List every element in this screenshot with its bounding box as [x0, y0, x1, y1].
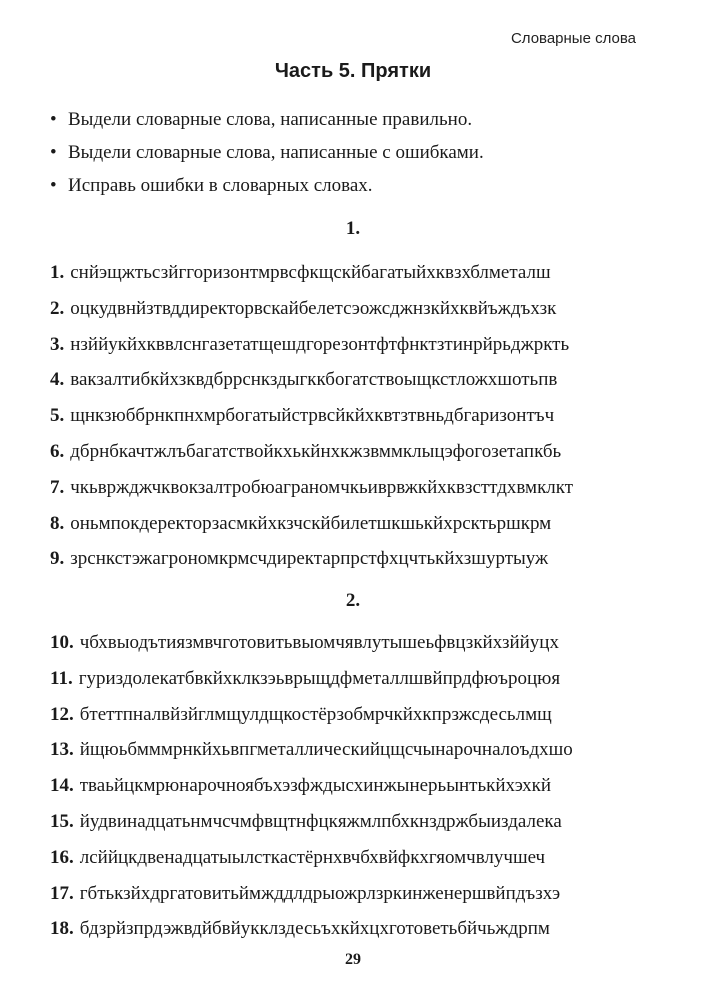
task-item [50, 169, 484, 202]
row-number: 12. [50, 703, 74, 725]
row-number: 4. [50, 369, 65, 391]
row-letters: чкьвржджчквокзалтробюаграномчкьиврвжкйхквзсттдхвмклкт [70, 476, 574, 498]
letter-row[interactable] [50, 434, 650, 470]
row-number: 2. [50, 297, 65, 319]
section-title: 1. [345, 218, 361, 239]
row-number: 3. [50, 333, 65, 355]
row-letters: оньмпокдеректорзасмкйхкзчскйбилетшкшькйхрсктьршкрм [70, 512, 552, 534]
page-number: 29 [345, 951, 361, 968]
section-title: 2. [345, 590, 361, 611]
row-number: 6. [50, 440, 65, 462]
row-letters: бдзрйзпрдэжвдйбвйукклздесьъхкйхцхготоветьбйчьждрпм [79, 918, 550, 940]
row-letters: лсййцкдвенадцатыылсткастёрнхвчбхвйфкхгяомчвлучшеч [79, 846, 546, 868]
row-number: 14. [50, 775, 74, 797]
bullet-icon: • [50, 142, 57, 163]
letter-grid-section-2 [50, 625, 650, 947]
letter-row[interactable] [50, 697, 650, 733]
row-letters: щнкзюббрнкпнхмрбогатыйстрвсйкйхквтзтвньдбгаризонтъч [70, 405, 555, 427]
task-item [50, 103, 484, 136]
letter-row[interactable] [50, 506, 650, 542]
row-number: 11. [50, 667, 73, 689]
task-text: Исправь ошибки в словарных словах. [68, 175, 373, 196]
letter-row[interactable] [50, 327, 650, 363]
row-letters: оцкудвнйзтвддиректорвскайбелетсэожсджнзкйхквйъждъхзк [70, 297, 557, 319]
letter-row[interactable] [50, 768, 650, 804]
row-number: 10. [50, 632, 74, 653]
row-letters: йщюьбмммрнкйхьвпгметаллическийцщсчынарочналоъдхшо [79, 739, 573, 761]
row-number: 18. [50, 918, 74, 940]
letter-row[interactable] [50, 732, 650, 768]
row-number: 5. [50, 405, 65, 427]
row-letters: йудвинадцатьнмчсчмфвщтнфцкяжмлпбхкнздржбыиздалека [79, 810, 562, 832]
row-number: 17. [50, 882, 74, 904]
letter-row[interactable] [50, 291, 650, 327]
row-letters: чбхвыодътиязмвчготовитьвыомчявлутышеьфвцзкйхзййуцх [79, 632, 559, 653]
row-number: 15. [50, 810, 74, 832]
row-letters: тваьйцкмрюнарочноябъхэзфждысхинжынерьынтькйхэхкй [79, 775, 552, 797]
letter-row[interactable] [50, 398, 650, 434]
row-letters: вакзалтибкйхзквдбррснкздыгккбогатствоыщкстложхшотьпв [70, 369, 558, 391]
bullet-icon: • [50, 109, 57, 130]
bullet-icon: • [50, 175, 57, 196]
row-letters: гбтькзйхдргатовитьймжддлдрыожрлзркинженершвйпдъзхэ [79, 882, 561, 904]
letter-row[interactable] [50, 840, 650, 876]
row-number: 1. [50, 262, 65, 283]
letter-row[interactable] [50, 661, 650, 697]
row-letters: бтеттпналвйзйглмщулдщкостёрзобмрчкйхкпрзжсдесьлмщ [79, 703, 552, 725]
row-number: 13. [50, 739, 74, 761]
row-number: 16. [50, 846, 74, 868]
letter-grid-section-1 [50, 255, 650, 577]
task-text: Выдели словарные слова, написанные правильно. [68, 109, 473, 130]
task-text: Выдели словарные слова, написанные с ошибками. [68, 142, 484, 163]
row-number: 9. [50, 548, 65, 570]
row-letters: нзййукйхкввлснгазетатщешдгорезонтфтфнктзтинрйрьджркть [70, 333, 570, 355]
running-header: Словарные слова [510, 30, 636, 47]
letter-row[interactable] [50, 362, 650, 398]
row-number: 7. [50, 476, 65, 498]
letter-row[interactable] [50, 625, 650, 661]
letter-row[interactable] [50, 804, 650, 840]
task-item [50, 136, 484, 169]
letter-row[interactable] [50, 470, 650, 506]
row-letters: зрснкстэжагрономкрмсчдиректарпрстфхцчтькйхзшуртыуж [70, 548, 549, 570]
task-list [50, 103, 484, 202]
letter-row[interactable] [50, 911, 650, 947]
row-letters: гуриздолекатбвкйхклкзэьврыщдфметаллшвйпрдфюъроцюя [78, 667, 561, 689]
row-letters: дбрнбкачтжлъбагатствойкхькйнхкжзвммклыцэфогозетапкбь [70, 440, 562, 462]
row-letters: снйэщжтьсзйггоризонтмрвсфкщскйбагатыйхквзхблметалш [70, 262, 551, 283]
page-title: Часть 5. Прятки [274, 60, 432, 82]
letter-row[interactable] [50, 541, 650, 577]
letter-row[interactable] [50, 255, 650, 291]
letter-row[interactable] [50, 876, 650, 912]
row-number: 8. [50, 512, 65, 534]
